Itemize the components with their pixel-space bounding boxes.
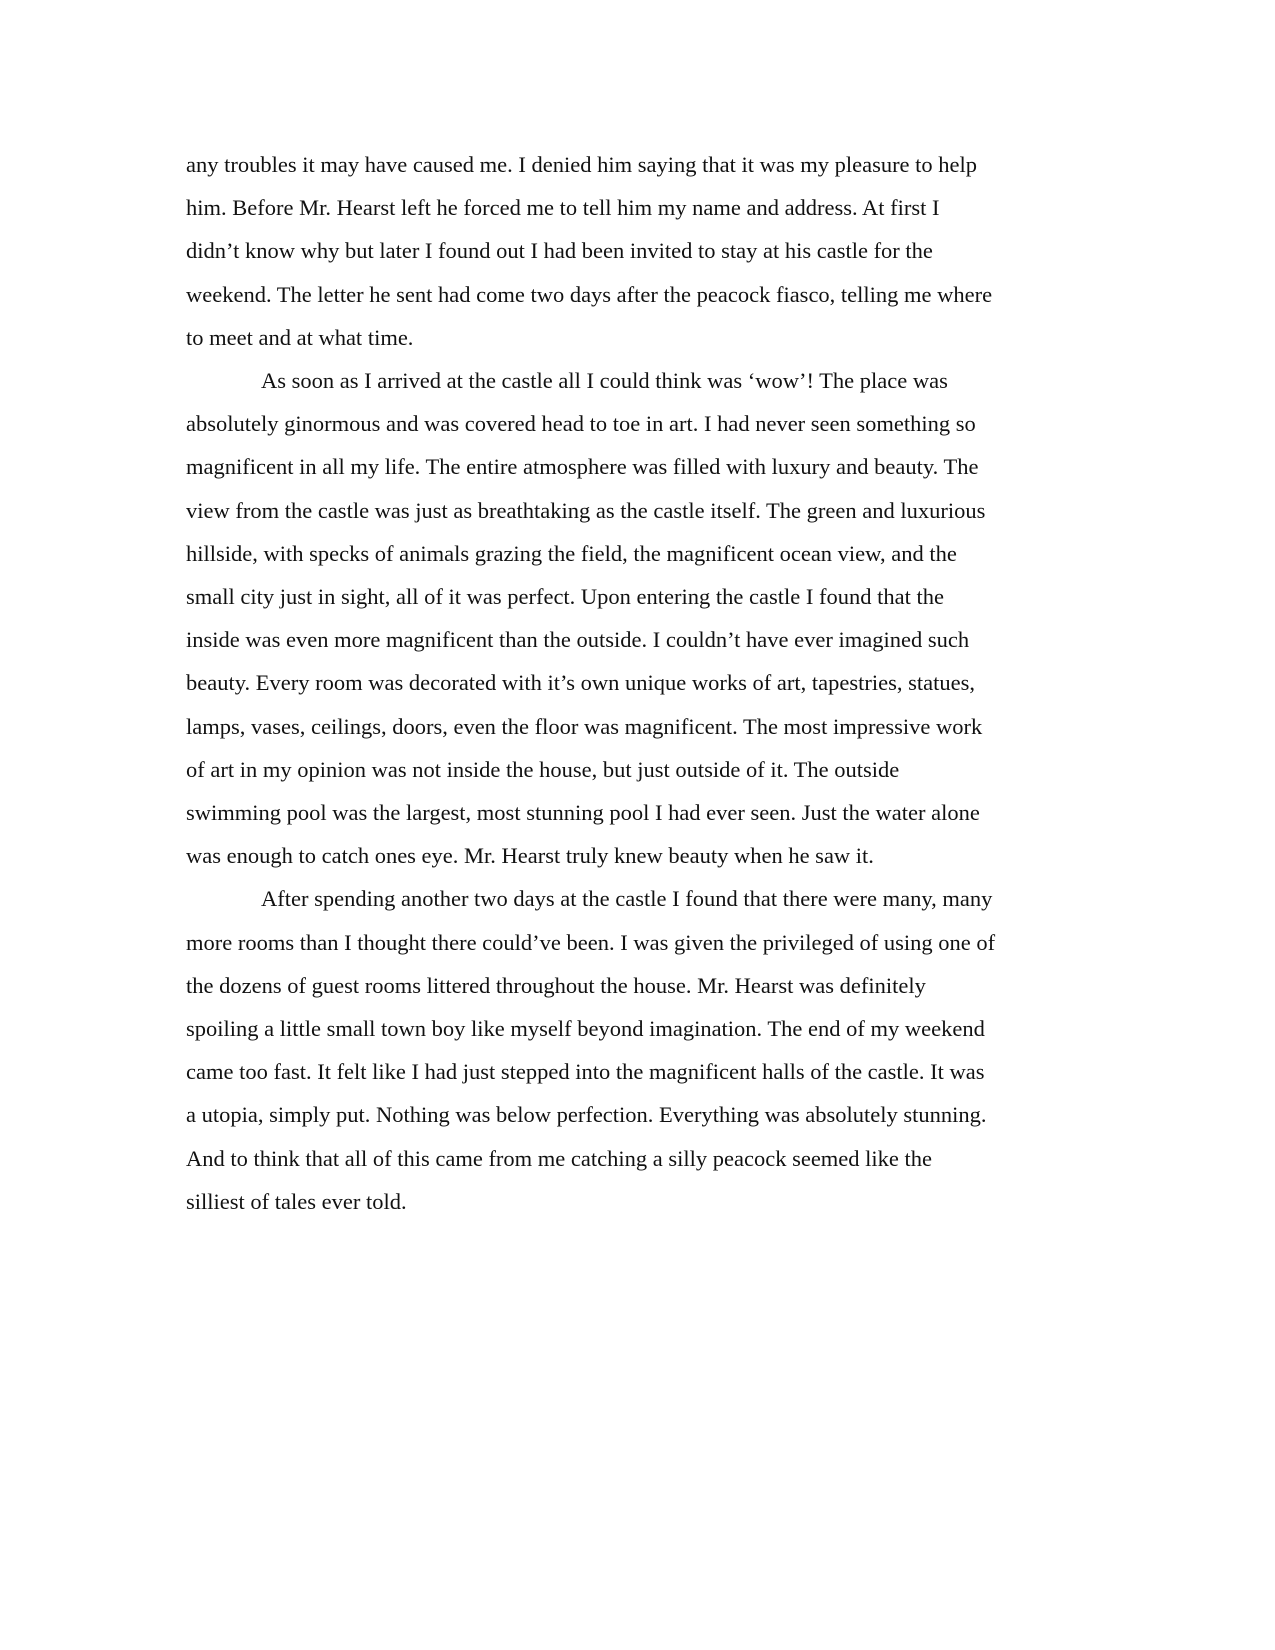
text-line: was enough to catch ones eye. Mr. Hearst truly knew beauty when he saw it. [186,843,874,869]
paragraph-3 [186,877,1090,1223]
text-line: beauty. Every room was decorated with it’s own unique works of art, tapestries, statues, [186,670,975,696]
text-line: After spending another two days at the castle I found that there were many, many [261,886,993,912]
paragraph-2 [186,359,1090,877]
text-line: lamps, vases, ceilings, doors, even the floor was magnificent. The most impressive work [186,713,983,739]
text-line: of art in my opinion was not inside the house, but just outside of it. The outside [186,756,900,782]
paragraph-1 [186,143,1090,359]
text-line: view from the castle was just as breathtaking as the castle itself. The green and luxurious [186,497,986,523]
document-body [186,143,1090,1223]
text-line: swimming pool was the largest, most stunning pool I had ever seen. Just the water alone [186,800,980,826]
text-line: didn’t know why but later I found out I had been invited to stay at his castle for the [186,238,933,264]
text-line: silliest of tales ever told. [186,1188,407,1214]
text-line: any troubles it may have caused me. I denied him saying that it was my pleasure to help [186,152,978,177]
text-line: a utopia, simply put. Nothing was below perfection. Everything was absolutely stunning. [186,1102,987,1128]
text-line: And to think that all of this came from me catching a silly peacock seemed like the [186,1145,933,1171]
text-line: magnificent in all my life. The entire atmosphere was filled with luxury and beauty. The [186,454,979,480]
text-line: inside was even more magnificent than the outside. I couldn’t have ever imagined such [186,627,970,653]
text-line: weekend. The letter he sent had come two days after the peacock fiasco, telling me where [186,281,993,307]
text-line: the dozens of guest rooms littered throughout the house. Mr. Hearst was definitely [186,972,926,998]
text-line: came too fast. It felt like I had just stepped into the magnificent halls of the castle. It was [186,1059,985,1085]
text-line: As soon as I arrived at the castle all I could think was ‘wow’! The place was [261,368,948,394]
text-line: absolutely ginormous and was covered head to toe in art. I had never seen something so [186,411,976,437]
text-line: small city just in sight, all of it was perfect. Upon entering the castle I found that the [186,584,944,610]
text-line: more rooms than I thought there could’ve been. I was given the privileged of using one of [186,929,996,955]
text-line: to meet and at what time. [186,324,414,350]
text-line: hillside, with specks of animals grazing the field, the magnificent ocean view, and the [186,540,957,566]
text-line: spoiling a little small town boy like myself beyond imagination. The end of my weekend [186,1016,985,1042]
text-line: him. Before Mr. Hearst left he forced me to tell him my name and address. At first I [186,195,940,221]
